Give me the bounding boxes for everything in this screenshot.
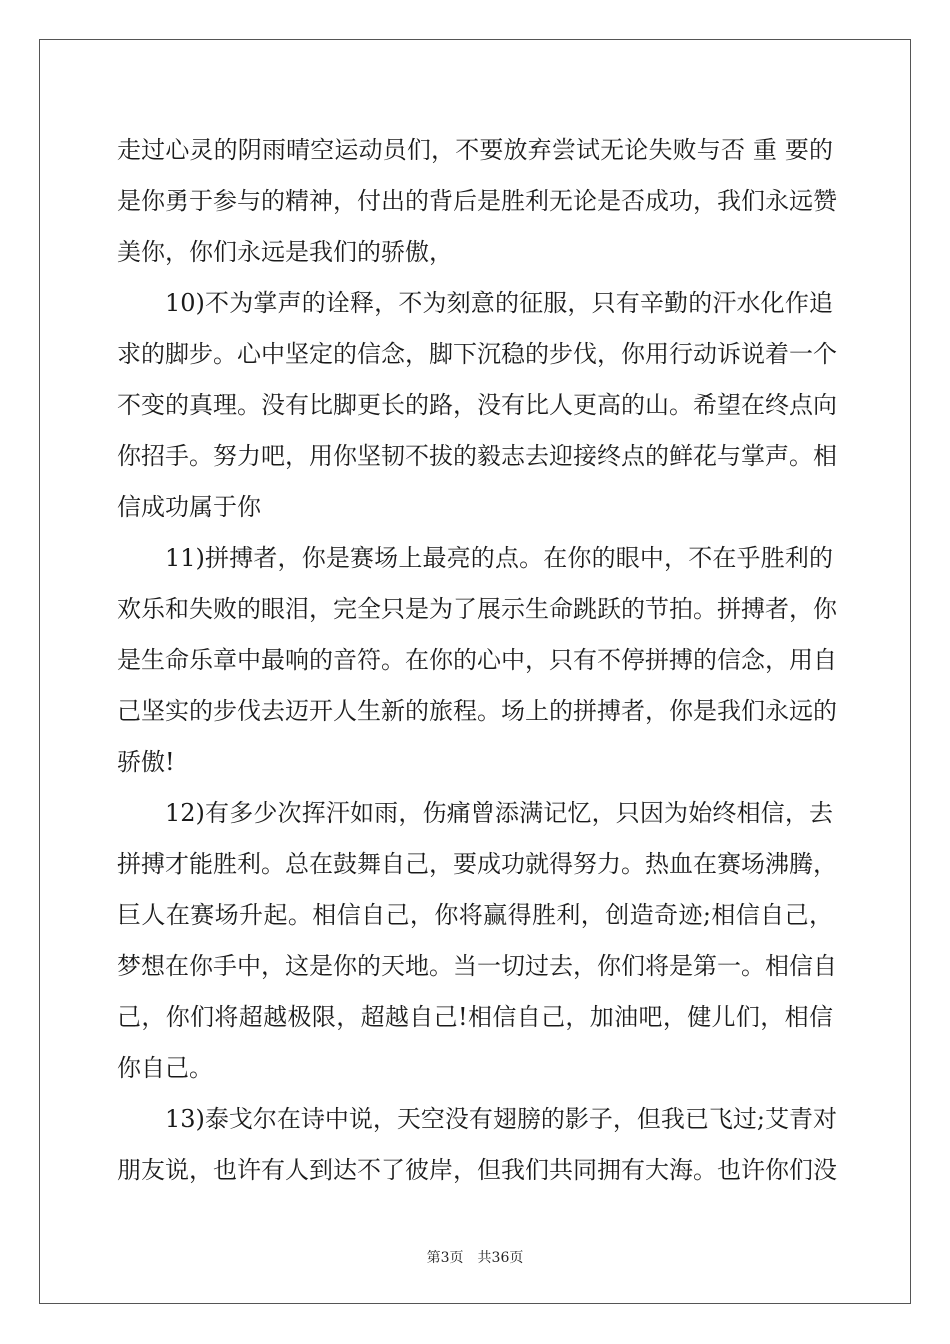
page-footer [0, 1247, 950, 1267]
text-line: 你招手。努力吧，用你坚韧不拔的毅志去迎接终点的鲜花与掌声。相 [117, 442, 837, 470]
text-line: 朋友说，也许有人到达不了彼岸，但我们共同拥有大海。也许你们没 [117, 1156, 837, 1184]
paragraph-11-start: 11)拼搏者，你是赛场上最亮的点。在你的眼中，不在乎胜利的 [165, 544, 833, 572]
text-line: 欢乐和失败的眼泪，完全只是为了展示生命跳跃的节拍。拼搏者，你 [117, 595, 837, 623]
text-line: 骄傲! [117, 748, 175, 776]
text-line: 走过心灵的阴雨晴空运动员们，不要放弃尝试无论失败与否 重 要的 [117, 136, 833, 164]
text-line: 是你勇于参与的精神，付出的背后是胜利无论是否成功，我们永远赞 [117, 187, 837, 215]
paragraph-10-start: 10)不为掌声的诠释，不为刻意的征服，只有辛勤的汗水化作追 [165, 289, 833, 317]
text-line: 梦想在你手中，这是你的天地。当一切过去，你们将是第一。相信自 [117, 952, 837, 980]
total-pages: 共36页 [477, 1250, 524, 1266]
text-line: 己坚实的步伐去迈开人生新的旅程。场上的拼搏者，你是我们永远的 [117, 697, 837, 725]
text-line: 巨人在赛场升起。相信自己，你将赢得胜利，创造奇迹;相信自己， [117, 901, 833, 929]
text-line: 是生命乐章中最响的音符。在你的心中，只有不停拼搏的信念，用自 [117, 646, 837, 674]
text-line: 不变的真理。没有比脚更长的路，没有比人更高的山。希望在终点向 [117, 391, 837, 419]
text-line: 求的脚步。心中坚定的信念，脚下沉稳的步伐，你用行动诉说着一个 [117, 340, 837, 368]
text-line: 你自己。 [117, 1054, 213, 1082]
text-line: 拼搏才能胜利。总在鼓舞自己，要成功就得努力。热血在赛场沸腾， [117, 850, 837, 878]
text-line: 美你，你们永远是我们的骄傲， [117, 238, 453, 266]
paragraph-13-start: 13)泰戈尔在诗中说，天空没有翅膀的影子，但我已飞过;艾青对 [165, 1105, 837, 1133]
page-number: 第3页 [426, 1250, 464, 1266]
text-line: 己，你们将超越极限，超越自己!相信自己，加油吧，健儿们，相信 [117, 1003, 833, 1031]
paragraph-12-start: 12)有多少次挥汗如雨，伤痛曾添满记忆，只因为始终相信，去 [165, 799, 833, 827]
text-line: 信成功属于你 [117, 493, 261, 521]
document-body [117, 127, 837, 1198]
